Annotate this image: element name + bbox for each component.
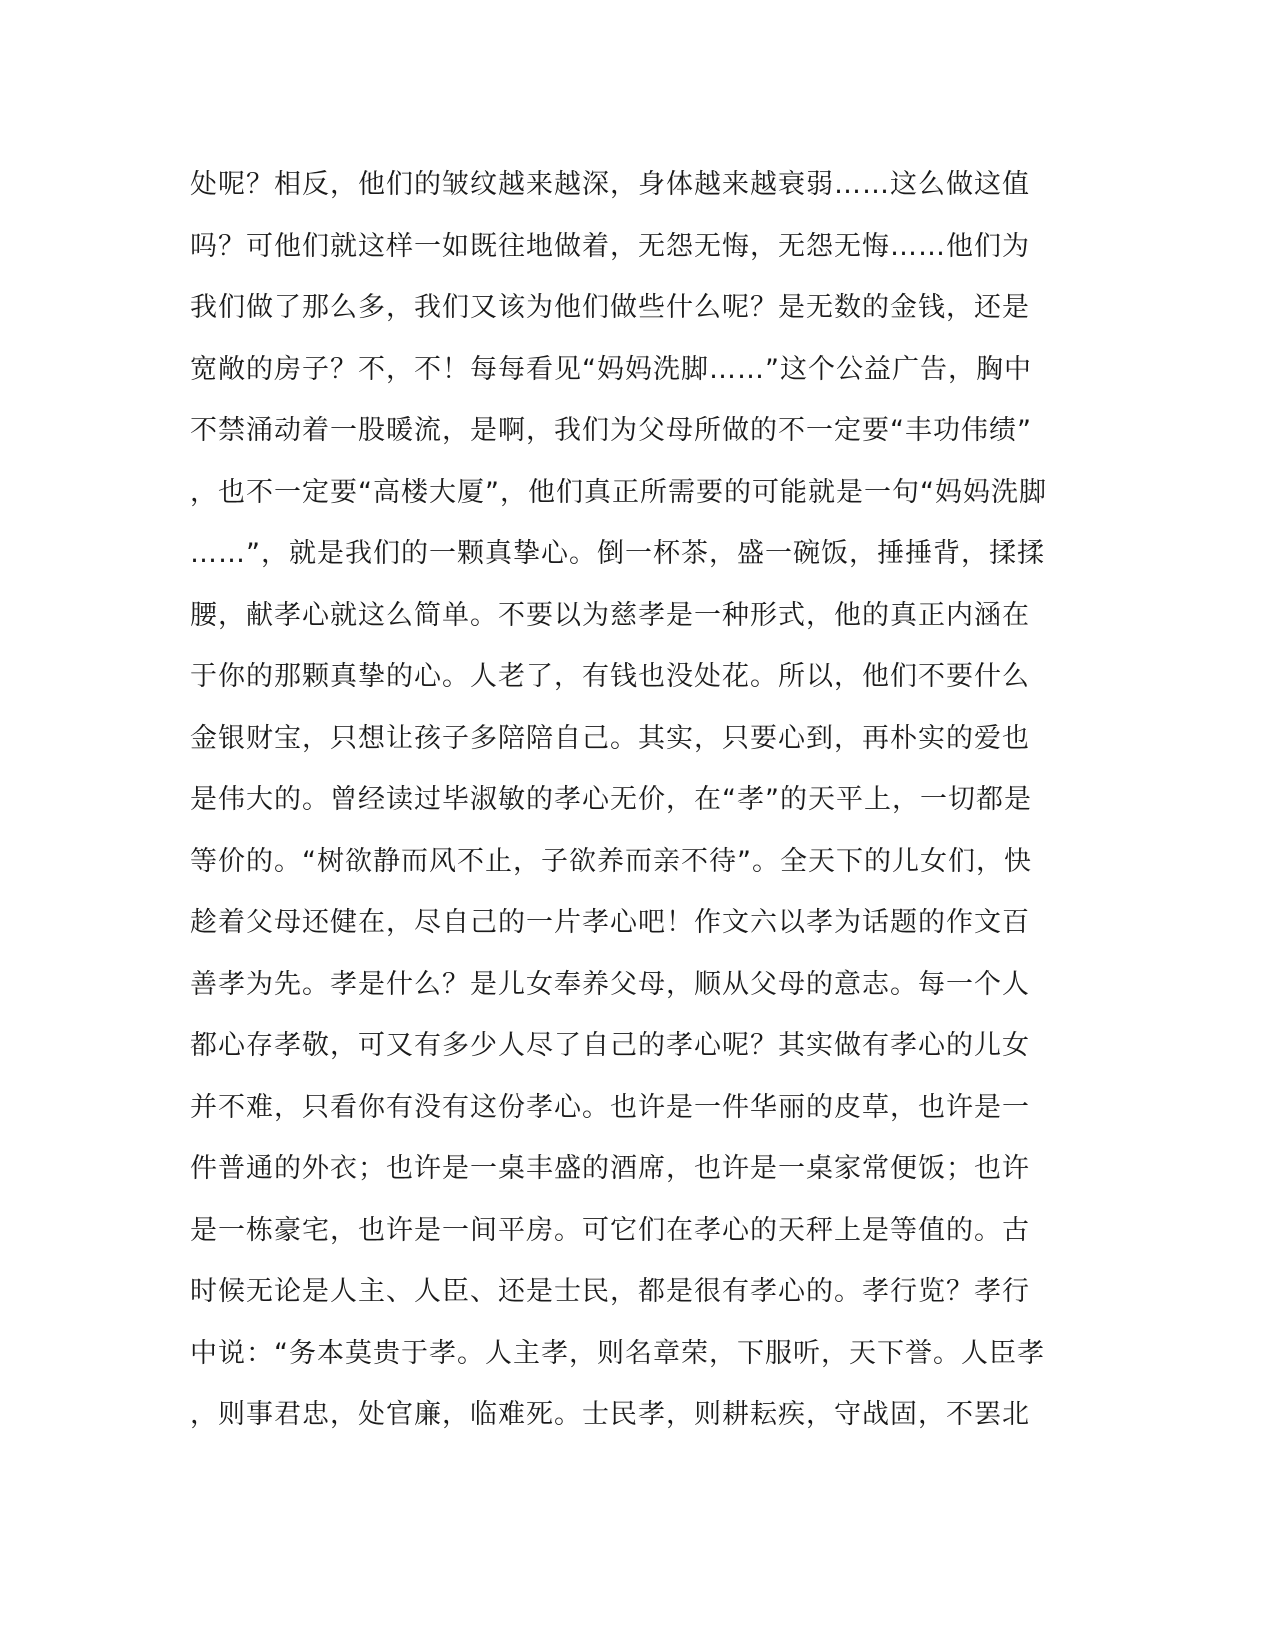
text-line: 时候无论是人主、人臣、还是士民，都是很有孝心的。孝行览？孝行 xyxy=(190,1276,1030,1307)
body-text xyxy=(190,165,1090,1457)
text-line: 善孝为先。孝是什么？是儿女奉养父母，顺从父母的意志。每一个人 xyxy=(190,968,1030,1000)
text-line: 吗？可他们就这样一如既往地做着，无怨无悔，无怨无悔……他们为 xyxy=(190,230,1030,262)
text-line: 是伟大的。曾经读过毕淑敏的孝心无价，在“孝”的天平上，一切都是 xyxy=(190,784,1032,815)
text-line: 我们做了那么多，我们又该为他们做些什么呢？是无数的金钱，还是 xyxy=(190,292,1030,323)
text-line: 腰，献孝心就这么简单。不要以为慈孝是一种形式，他的真正内涵在 xyxy=(190,599,1030,631)
text-line: ，也不一定要“高楼大厦”，他们真正所需要的可能就是一句“妈妈洗脚 xyxy=(190,476,1047,508)
text-line: 不禁涌动着一股暖流，是啊，我们为父母所做的不一定要“丰功伟绩” xyxy=(190,415,1032,446)
text-line: 等价的。“树欲静而风不止，子欲养而亲不待”。全天下的儿女们，快 xyxy=(190,845,1032,877)
text-line: 处呢？相反，他们的皱纹越来越深，身体越来越衰弱……这么做这值 xyxy=(190,169,1030,200)
text-line: 件普通的外衣；也许是一桌丰盛的酒席，也许是一桌家常便饭；也许 xyxy=(190,1153,1030,1184)
text-line: 并不难，只看你有没有这份孝心。也许是一件华丽的皮草，也许是一 xyxy=(190,1091,1030,1123)
text-line: 金银财宝，只想让孩子多陪陪自己。其实，只要心到，再朴实的爱也 xyxy=(190,722,1030,754)
text-line: ，则事君忠，处官廉，临难死。士民孝，则耕耘疾，守战固，不罢北 xyxy=(190,1399,1030,1430)
text-line: 趁着父母还健在，尽自己的一片孝心吧！作文六以孝为话题的作文百 xyxy=(190,907,1030,938)
text-line: 于你的那颗真挚的心。人老了，有钱也没处花。所以，他们不要什么 xyxy=(190,661,1030,692)
text-line: 是一栋豪宅，也许是一间平房。可它们在孝心的天秤上是等值的。古 xyxy=(190,1214,1030,1246)
text-line: ……”，就是我们的一颗真挚心。倒一杯茶，盛一碗饭，捶捶背，揉揉 xyxy=(190,538,1045,569)
text-line: 都心存孝敬，可又有多少人尽了自己的孝心呢？其实做有孝心的儿女 xyxy=(190,1030,1030,1061)
text-line: 中说：“务本莫贵于孝。人主孝，则名章荣，下服听，天下誉。人臣孝 xyxy=(190,1337,1045,1369)
text-line: 宽敞的房子？不，不！每每看见“妈妈洗脚……”这个公益广告，胸中 xyxy=(190,353,1032,385)
